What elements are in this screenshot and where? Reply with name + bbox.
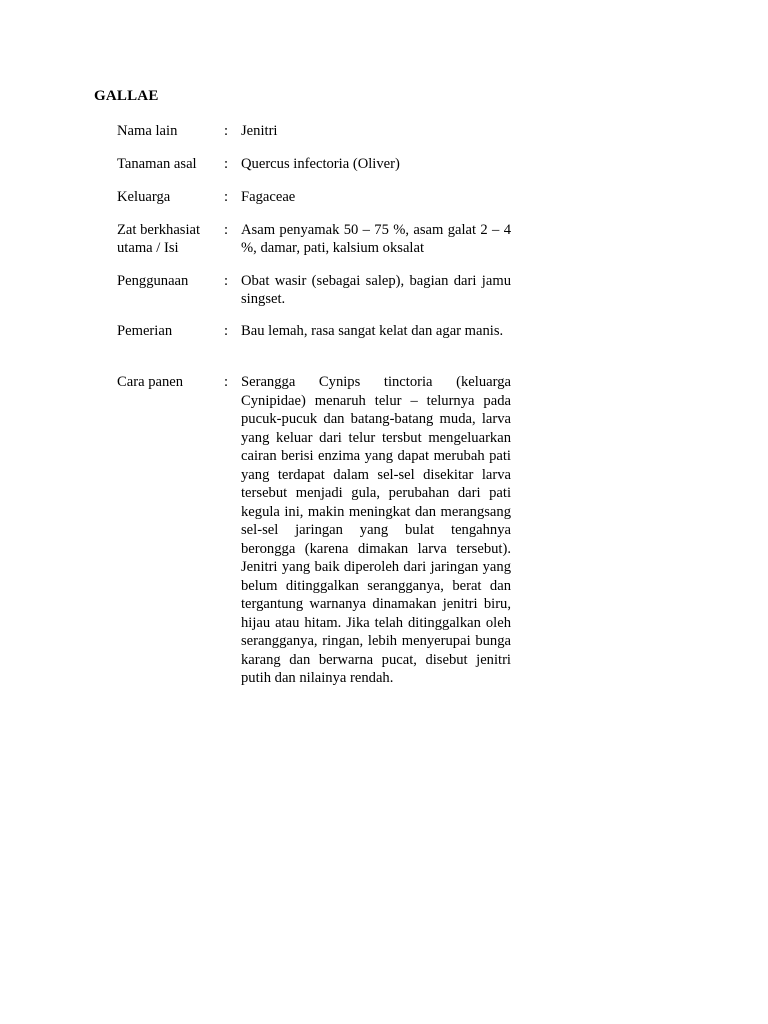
field-value: Quercus infectoria (Oliver) xyxy=(241,156,400,172)
field-label: Keluarga xyxy=(117,189,171,205)
field-colon: : xyxy=(224,222,229,238)
field-label: Zat berkhasiat utama / Isi xyxy=(117,222,201,256)
field-colon: : xyxy=(224,374,229,390)
field-colon: : xyxy=(224,323,229,339)
field-label: Penggunaan xyxy=(117,273,189,289)
field-value: Serangga Cynips tinctoria (keluarga Cynipidae) menaruh telur – telurnya pada pucuk-pucuk dan batang-batang muda, larva yang keluar dari telur tersbut mengeluarkan cairan berisi enzima yang dapat merubah pati yang terdapat dalam sel-sel disekitar larva tersebut menjadi gula, perubahan dari pati kegula ini, makin meningkat dan merangsang sel-sel jaringan yang bulat tengahnya berongga (karena dimakan larva tersebut). Jenitri yang baik diperoleh dari jaringan yang belum ditinggalkan serangganya, berat dan tergantung warnanya dinamakan jenitri biru, hijau atau hitam. Jika telah ditinggalkan oleh serangganya, ringan, lebih menyerupai bunga karang dan berwarna pucat, disebut jenitri putih dan nilainya rendah. xyxy=(241,374,511,686)
field-label: Nama lain xyxy=(117,123,178,139)
field-label: Tanaman asal xyxy=(117,156,197,172)
field-value: Obat wasir (sebagai salep), bagian dari jamu singset. xyxy=(241,273,511,307)
field-colon: : xyxy=(224,273,229,289)
field-colon: : xyxy=(224,156,229,172)
document-title: GALLAE xyxy=(94,88,159,104)
field-label: Cara panen xyxy=(117,374,184,390)
field-value: Asam penyamak 50 – 75 %, asam galat 2 – 4 %, damar, pati, kalsium oksalat xyxy=(241,222,511,256)
field-value: Jenitri xyxy=(241,123,278,139)
field-label: Pemerian xyxy=(117,323,173,339)
field-colon: : xyxy=(224,189,229,205)
field-value: Bau lemah, rasa sangat kelat dan agar manis. xyxy=(241,323,504,339)
field-value: Fagaceae xyxy=(241,189,296,205)
field-colon: : xyxy=(224,123,229,139)
